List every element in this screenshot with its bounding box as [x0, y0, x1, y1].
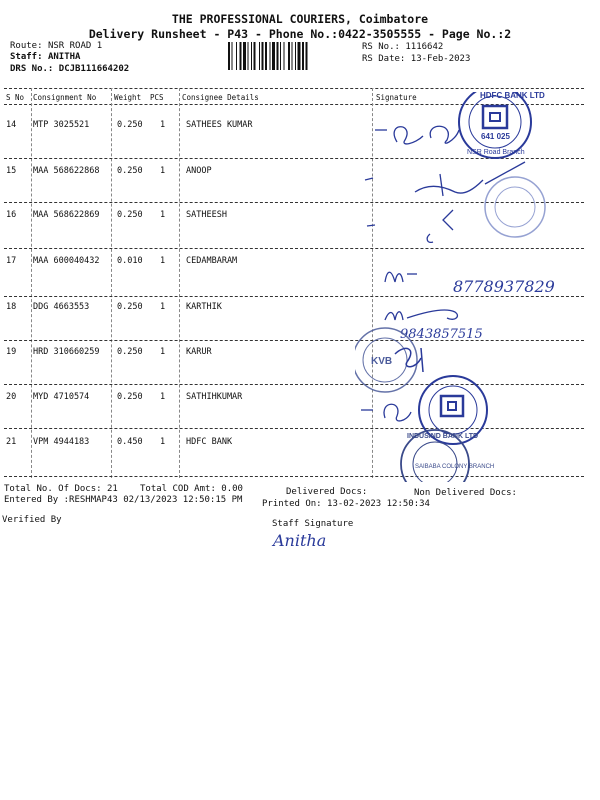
- drs-value: DCJB111664202: [58, 64, 130, 74]
- signature-scribble: [365, 162, 525, 196]
- staff-signature: Anitha: [273, 531, 327, 550]
- row-consignee: SATHEESH: [186, 210, 227, 220]
- row-sno: 16: [6, 210, 17, 220]
- row-consignment: MAA 568622868: [33, 166, 100, 176]
- row-pcs: 1: [160, 166, 166, 176]
- row-consignee: SATHIHKUMAR: [186, 392, 243, 402]
- route-label: Route:: [10, 41, 43, 51]
- handwritten-phone: 9843857515: [400, 327, 483, 342]
- col-header-consignment: Consignment No: [33, 93, 97, 102]
- signature-scribble: [385, 310, 457, 320]
- row-sno: 17: [6, 256, 17, 266]
- rs-date-value: 13-Feb-2023: [410, 54, 471, 64]
- staff-label: Staff:: [10, 52, 43, 62]
- row-consignment: VPM 4944183: [33, 437, 90, 447]
- row-pcs: 1: [160, 302, 166, 312]
- signature-scribble: [375, 126, 459, 144]
- row-pcs: 1: [160, 347, 166, 357]
- row-consignment: DDG 4663553: [33, 302, 90, 312]
- row-pcs: 1: [160, 437, 166, 447]
- signature-scribble: [395, 348, 423, 372]
- entered-by: Entered By :RESHMAP43 02/13/2023 12:50:15 PM: [4, 495, 243, 505]
- row-pcs: 1: [160, 392, 166, 402]
- row-sno: 21: [6, 437, 17, 447]
- non-delivered-docs: Non Delivered Docs:: [414, 488, 517, 498]
- staff-line: [10, 52, 80, 62]
- bank-stamp-faint: [485, 177, 545, 237]
- barcode: [228, 42, 358, 70]
- row-sno: 18: [6, 302, 17, 312]
- stamp-branch: NSR Road Branch: [467, 149, 525, 156]
- stamp-pin: 641 025: [481, 132, 510, 141]
- row-consignment: MTP 3025521: [33, 120, 90, 130]
- signature-scribble: [367, 210, 453, 242]
- signature-scribble: [385, 272, 417, 282]
- col-header-pcs: PCS: [150, 93, 164, 102]
- row-consignment: MAA 568622869: [33, 210, 100, 220]
- row-consignee: KARTHIK: [186, 302, 222, 312]
- row-consignment: MAA 600040432: [33, 256, 100, 266]
- rs-date-label: RS Date:: [362, 54, 406, 64]
- row-consignee: KARUR: [186, 347, 212, 357]
- row-pcs: 1: [160, 120, 166, 130]
- delivered-docs: Delivered Docs:: [286, 487, 368, 497]
- row-weight: 0.250: [117, 302, 143, 312]
- rs-no-line: [362, 42, 443, 52]
- row-weight: 0.250: [117, 166, 143, 176]
- stamp-text: INDUSIND BANK LTD: [407, 433, 479, 440]
- printed-on: Printed On: 13-02-2023 12:50:34: [262, 499, 430, 509]
- rs-date-line: [362, 54, 470, 64]
- route-value: NSR ROAD 1: [47, 41, 103, 51]
- drs-label: DRS No.:: [10, 64, 54, 74]
- row-sno: 20: [6, 392, 17, 402]
- col-header-weight: Weight: [114, 93, 142, 102]
- total-docs: Total No. Of Docs: 21: [4, 484, 118, 494]
- signature-area: [355, 92, 580, 482]
- signature-scribble: [361, 404, 411, 421]
- row-weight: 0.010: [117, 256, 143, 266]
- row-weight: 0.250: [117, 210, 143, 220]
- row-pcs: 1: [160, 256, 166, 266]
- total-cod: Total COD Amt: 0.00: [140, 484, 243, 494]
- row-weight: 0.250: [117, 392, 143, 402]
- stamp-text: KVB: [371, 356, 393, 367]
- stamp-branch: SAIBABA COLONY BRANCH: [415, 464, 495, 470]
- table-top-rule: [4, 88, 584, 89]
- handwritten-phone: 8778937829: [453, 277, 555, 296]
- row-sno: 19: [6, 347, 17, 357]
- row-weight: 0.250: [117, 120, 143, 130]
- runsheet-subtitle: Delivery Runsheet - P43 - Phone No.:0422-3505555 - Page No.:2: [88, 27, 512, 41]
- staff-value: ANITHA: [47, 52, 81, 62]
- row-consignee: ANOOP: [186, 166, 212, 176]
- row-pcs: 1: [160, 210, 166, 220]
- col-header-consignee: Consignee Details: [182, 93, 259, 102]
- row-consignee: HDFC BANK: [186, 437, 233, 447]
- row-weight: 0.450: [117, 437, 143, 447]
- col-divider: [179, 88, 180, 478]
- rs-no-value: 1116642: [405, 42, 444, 52]
- row-consignment: HRD 310660259: [33, 347, 100, 357]
- route-line: [10, 41, 102, 51]
- row-sno: 15: [6, 166, 17, 176]
- row-consignment: MYD 4710574: [33, 392, 90, 402]
- staff-signature-label: Staff Signature: [272, 519, 354, 529]
- row-consignee: CEDAMBARAM: [186, 256, 238, 266]
- col-header-sno: S No: [6, 93, 25, 102]
- drs-line: [10, 64, 129, 74]
- col-divider: [31, 88, 32, 478]
- row-weight: 0.250: [117, 347, 143, 357]
- row-sno: 14: [6, 120, 17, 130]
- col-header-signature: Signature: [376, 93, 417, 102]
- col-divider: [111, 88, 112, 478]
- verified-by-label: Verified By: [2, 515, 62, 525]
- row-consignee: SATHEES KUMAR: [186, 120, 253, 130]
- stamp-text: HDFC BANK LTD: [480, 92, 545, 100]
- rs-no-label: RS No.:: [362, 42, 400, 52]
- company-title: THE PROFESSIONAL COURIERS, Coimbatore: [171, 12, 429, 26]
